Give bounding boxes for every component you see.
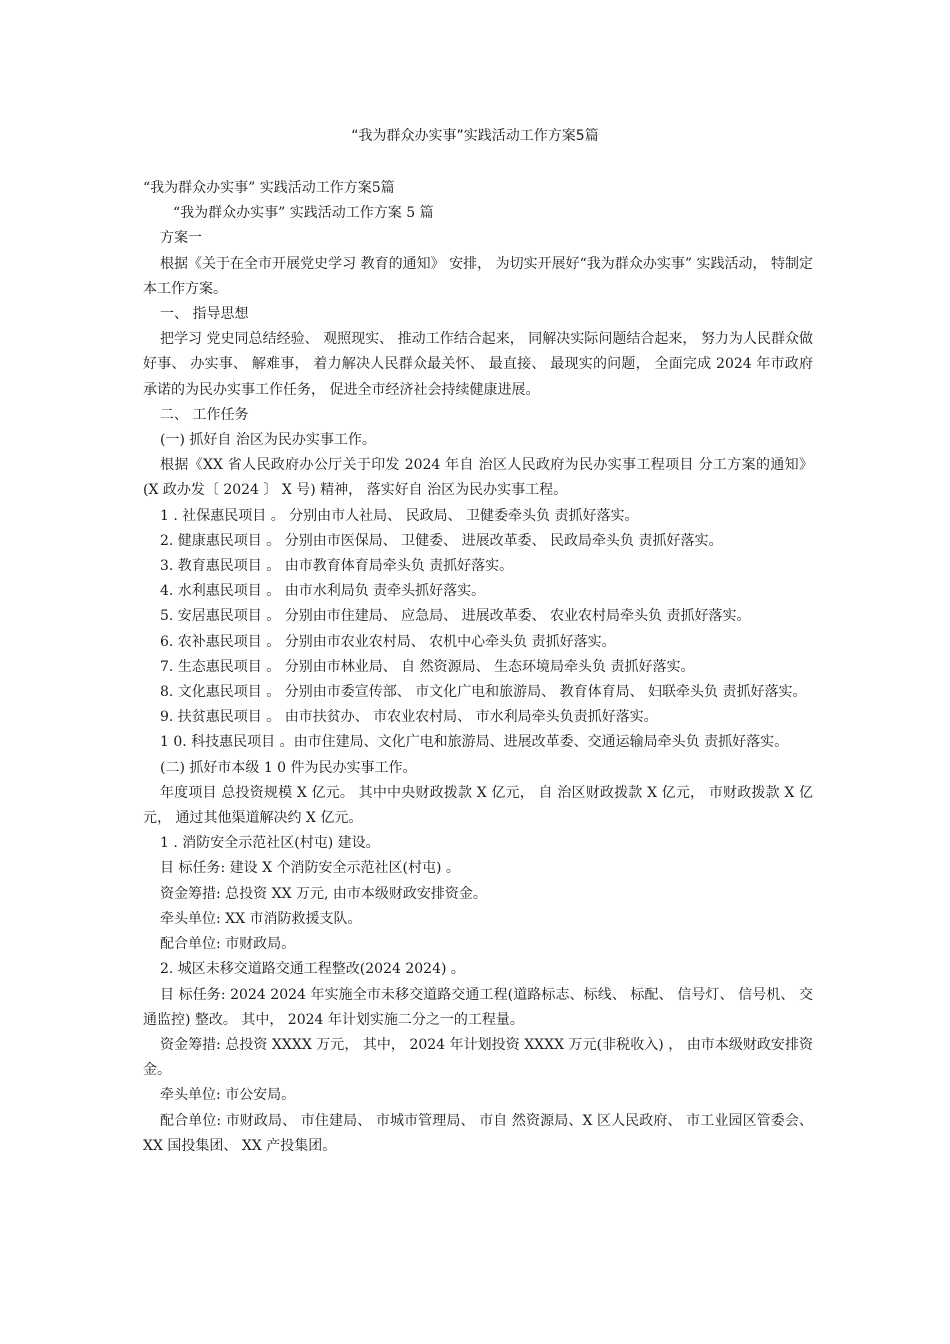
list-item: 4. 水利惠民项目 。 由市水利局负 责牵头抓好落实。	[160, 583, 486, 600]
subheading-line: “我为群众办实事” 实践活动工作方案 5 篇	[173, 205, 434, 222]
paragraph: 根据《关于在全市开展党史学习 教育的通知》 安排， 为切实开展好“我为群众办实事” 实践活动， 特制定本工作方案。	[143, 255, 813, 297]
list-item: 6. 农补惠民项目 。 分别由市农业农村局、 农机中心牵头负 责抓好落实。	[160, 633, 616, 650]
detail-line: 配合单位: 市财政局、 市住建局、 市城市管理局、 市自 然资源局、X 区人民政府、 市工业园区管委会、 XX 国投集团、 XX 产投集团。	[143, 1112, 813, 1154]
heading-line: “我为群众办实事” 实践活动工作方案5篇	[143, 180, 395, 196]
paragraph: 根据《XX 省人民政府办公厅关于印发 2024 年自 治区人民政府为民办实事工程项目 分工方案的通知》 (X 政办发〔 2024 〕 X 号) 精神， 落实好自 治区为民办实事工程。	[143, 457, 813, 499]
paragraph: 把学习 党史同总结经验、 观照现实、 推动工作结合起来， 同解决实际问题结合起来， 努力为人民群众做好事、 办实事、 解难事， 着力解决人民群众最关怀、 最直接、 最现实的问题， 全面完成 2024 年市政府承诺的为民办实事工作任务， 促进全市经济社会持续健康进展。	[143, 331, 813, 398]
list-item: 1 0. 科技惠民项目 。由市住建局、文化广电和旅游局、进展改革委、交通运输局牵头负 责抓好落实。	[160, 734, 789, 751]
paragraph: 年度项目 总投资规模 X 亿元。 其中中央财政拨款 X 亿元， 自 治区财政拨款 X 亿元， 市财政拨款 X 亿元， 通过其他渠道解决约 X 亿元。	[143, 784, 813, 827]
section-label: 方案一	[160, 230, 202, 247]
document-body	[143, 176, 813, 1159]
detail-line: 资金筹措: 总投资 XX 万元, 由市本级财政安排资金。	[160, 885, 487, 902]
list-item: 8. 文化惠民项目 。 分别由市委宣传部、 市文化广电和旅游局、 教育体育局、 妇联牵头负 责抓好落实。	[160, 684, 807, 701]
list-item: 5. 安居惠民项目 。 分别由市住建局、 应急局、 进展改革委、 农业农村局牵头负 责抓好落实。	[160, 608, 751, 625]
detail-line: 牵头单位: XX 市消防救援支队。	[160, 910, 362, 927]
detail-line: 目 标任务: 2024 2024 年实施全市未移交道路交通工程(道路标志、标线、 标配、 信号灯、 信号机、 交通监控) 整改。 其中， 2024 年计划实施二分之一的工程量。	[143, 986, 813, 1028]
list-item: 1 . 社保惠民项目 。 分别由市人社局、 民政局、 卫健委牵头负 责抓好落实。	[160, 507, 639, 524]
list-item: 7. 生态惠民项目 。 分别由市林业局、 自 然资源局、 生态环境局牵头负 责抓好落实。	[160, 658, 695, 675]
list-item: 2. 城区未移交道路交通工程整改(2024 2024) 。	[160, 961, 465, 978]
subsection-heading: (二) 抓好市本级 1 0 件为民办实事工作。	[160, 759, 417, 776]
detail-line: 配合单位: 市财政局。	[160, 936, 296, 953]
list-item: 2. 健康惠民项目 。 分别由市医保局、 卫健委、 进展改革委、 民政局牵头负 责抓好落实。	[160, 532, 723, 549]
document-title: “我为群众办实事”实践活动工作方案5篇	[351, 128, 599, 144]
list-item: 9. 扶贫惠民项目 。 由市扶贫办、 市农业农村局、 市水利局牵头负责抓好落实。	[160, 709, 658, 726]
list-item: 1 . 消防安全示范社区(村屯) 建设。	[160, 835, 380, 852]
list-item: 3. 教育惠民项目 。 由市教育体育局牵头负 责抓好落实。	[160, 558, 514, 575]
detail-line: 资金筹措: 总投资 XXXX 万元， 其中， 2024 年计划投资 XXXX 万元(非税收入) ， 由市本级财政安排资金。	[143, 1036, 813, 1079]
section-heading: 一、 指导思想	[160, 306, 249, 323]
subsection-heading: (一) 抓好自 治区为民办实事工作。	[160, 432, 376, 449]
detail-line: 目 标任务: 建设 X 个消防安全示范社区(村屯) 。	[160, 860, 460, 877]
detail-line: 牵头单位: 市公安局。	[160, 1087, 296, 1104]
section-heading: 二、 工作任务	[160, 406, 249, 423]
